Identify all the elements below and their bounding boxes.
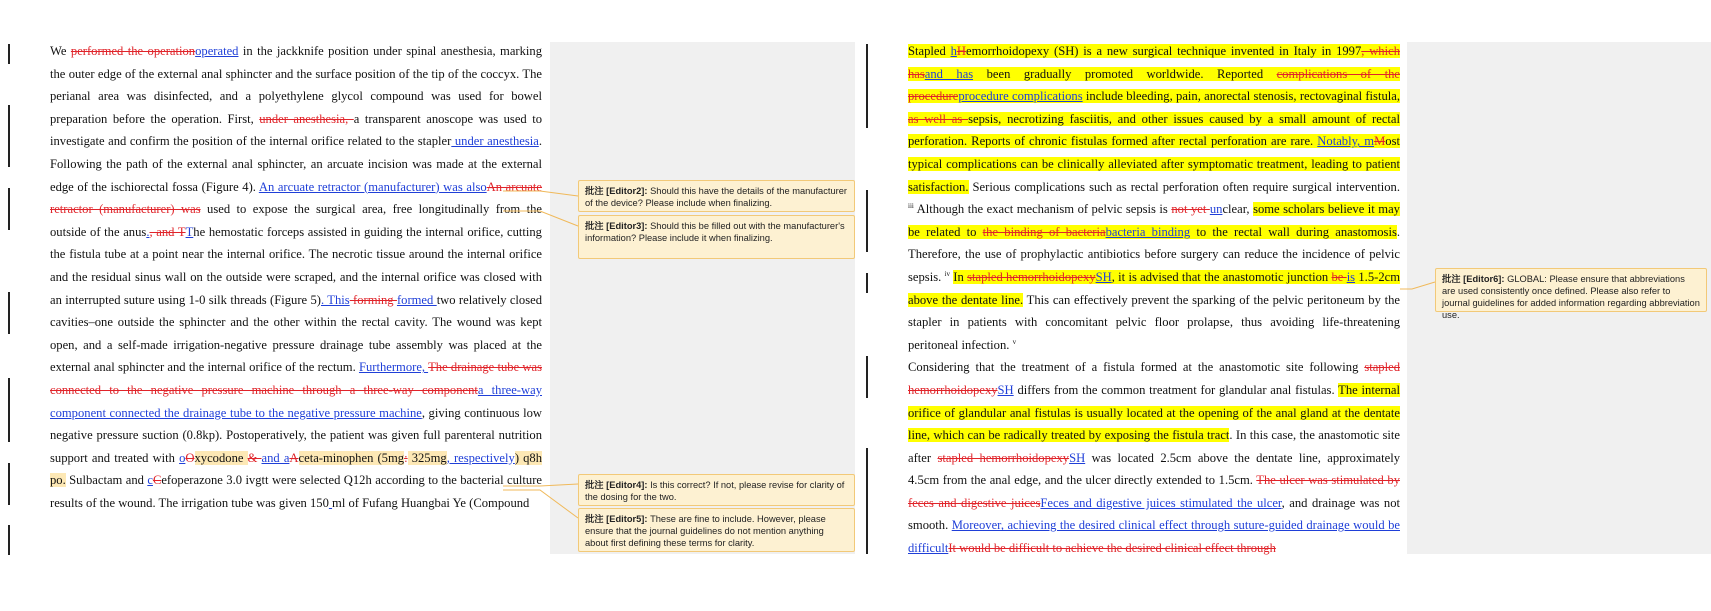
citation-superscript: v <box>1012 337 1017 346</box>
body-paragraphs[interactable] <box>908 40 1400 560</box>
comment-editor3[interactable] <box>578 215 855 259</box>
insertion[interactable]: Moreover, achieving the desired clinical effect through suture-guided drainage would be difficult <box>908 518 1400 556</box>
insertion[interactable]: a three-way component connected the drainage tube to the negative pressure machine <box>50 382 542 420</box>
deletion[interactable]: O <box>185 450 195 465</box>
comment-anchor[interactable]: ) q8h po. <box>50 450 543 488</box>
highlight: 1.5-2cm above the dentate line. <box>908 269 1401 307</box>
change-bar <box>866 44 868 128</box>
text-run: , and drainage was not smooth. <box>908 495 1401 533</box>
text-run: differs from the common treatment for glandular anal fistulas. <box>1013 382 1339 397</box>
insertion[interactable]: . This <box>320 292 350 307</box>
insertion[interactable]: Notably, m <box>1317 134 1375 149</box>
highlight: The internal orifice of glandular anal fistulas is usually located at the opening of the anal gland at the dentate line, which can be radically treated by exposing the fistula tract <box>908 382 1400 443</box>
change-bar <box>8 378 10 442</box>
comment-author: 批注 [Editor4]: <box>585 480 648 490</box>
comment-author: 批注 [Editor2]: <box>585 186 648 196</box>
change-bar <box>866 273 868 293</box>
body-paragraph[interactable] <box>50 40 542 514</box>
highlight: to the rectal wall during anastomosis <box>1190 224 1397 239</box>
comment-editor6[interactable] <box>1435 268 1707 320</box>
text-run: We <box>50 44 71 58</box>
insertion[interactable]: Furthermore, <box>358 360 429 375</box>
deletion[interactable]: under anesthesia, <box>259 111 354 126</box>
comment-editor2[interactable] <box>578 180 855 212</box>
deletion[interactable]: stapled hemorrhoidopexy <box>967 269 1096 284</box>
text-run: efoperazone 3.0 ivgtt were selected Q12h according to the bacterial culture results of the wound. The irrigation tube was given 150 <box>50 473 542 510</box>
deletion[interactable]: performed the operation <box>70 44 196 58</box>
paragraph <box>50 40 542 514</box>
change-bar <box>8 44 10 64</box>
insertion[interactable]: SH <box>997 382 1014 397</box>
deletion[interactable]: The drainage tube was connected to the negative pressure machine through a three-way component <box>50 360 542 397</box>
deletion[interactable]: , and T <box>149 224 186 239</box>
deletion[interactable]: stapled hemorrhoidopexy <box>908 360 1400 397</box>
citation-superscript: iii <box>908 201 914 210</box>
deletion[interactable]: not yet <box>1171 202 1210 217</box>
deletion[interactable]: The ulcer was stimulated by feces and digestive juices <box>908 473 1400 510</box>
text-run: Although the exact mechanism of pelvic sepsis is <box>913 202 1172 217</box>
comment-text: Should this have the details of the manufacturer of the device? Please include when finalizing. <box>585 186 847 208</box>
text-run: in the jackknife position under spinal anesthesia, marking the outer edge of the external anal sphincter and the surface position of the tip of the coccyx. The perianal area was disinfected, and a polyethylene glycol compound was used for bowel preparation before the operation. First, <box>50 44 542 126</box>
text-run: , giving continuous low negative pressure suction (0.8kp). Postoperatively, the patient was given full parenteral nutrition support and treated with <box>50 405 542 465</box>
text-run: Serious complications such as rectal perforation often require surgical intervention. <box>968 179 1400 194</box>
deletion[interactable]: as well as <box>908 111 969 126</box>
change-bar <box>8 525 10 555</box>
citation-superscript: iv <box>944 269 950 278</box>
deletion[interactable]: An arcuate retractor (manufacturer) was <box>50 179 543 217</box>
insertion[interactable]: and has <box>924 66 974 81</box>
insertion[interactable]: under anesthesia <box>451 134 539 149</box>
insertion[interactable]: h <box>950 44 957 58</box>
text-run: a transparent anoscope was used to investigate and confirm the position of the internal orifice related to the stapler <box>50 111 542 149</box>
deletion[interactable]: complications of the procedure <box>908 66 1400 104</box>
text-run: . Therefore, the use of prophylactic antibiotics before surgery can reduce the incidence of pelvic sepsis. <box>908 224 1401 284</box>
insertion[interactable]: formed <box>396 292 437 307</box>
deletion[interactable]: It would be difficult to achieve the desired clinical effect through <box>948 541 1276 556</box>
change-bar <box>866 448 868 554</box>
insertion[interactable]: un <box>1209 202 1223 217</box>
highlight: some scholars believe it may be related to <box>908 202 1400 239</box>
insertion[interactable]: SH <box>1069 450 1086 465</box>
comment-text: GLOBAL: Please ensure that abbreviations are used consistently once defined. Please also refer to journal guidelines for added information regarding abbreviation use. <box>1442 274 1700 320</box>
deletion[interactable]: H <box>956 44 966 58</box>
insertion[interactable]: SH <box>1095 269 1112 284</box>
comment-author: 批注 [Editor6]: <box>1442 274 1505 284</box>
insertion[interactable]: procedure complications <box>958 89 1083 104</box>
insertion[interactable]: bacteria binding <box>1105 224 1191 239</box>
comment-author: 批注 [Editor3]: <box>585 221 648 231</box>
text-run: ml of Fufang Huangbai Ye (Compound <box>332 495 530 510</box>
comment-text: These are fine to include. However, please ensure that the journal guidelines do not mention anything about first defining these terms for clarity. <box>585 514 826 548</box>
text-run: Considering that the treatment of a fistula formed at the anastomotic site following <box>908 360 1365 375</box>
text-run: This can effectively prevent the sparking of the pelvic peritoneum by the stapler in patients with concomitant pelvic floor prolapse, thus avoiding life-threatening peritoneal infection. <box>908 292 1401 352</box>
comment-anchor[interactable]: ceta-minophen (5mg <box>298 450 405 465</box>
deletion[interactable]: : <box>404 450 408 465</box>
highlight: sepsis, necrotizing fasciitis, and other issues caused by a small amount of rectal perforation. Reports of chronic fistulas formed after rectal perforation are rare. <box>908 111 1401 149</box>
comment-text: Should this be filled out with the manufacturer's information? Please include it when finalizing. <box>585 221 845 243</box>
deletion[interactable]: & <box>247 450 262 465</box>
text-run: was located 2.5cm above the dentate line, approximately 4.5cm from the anal edge, and the ulcer directly extended to 1.5cm. <box>908 450 1401 488</box>
deletion[interactable]: the binding of bacteria <box>982 224 1106 239</box>
paragraph <box>908 356 1400 559</box>
insertion[interactable]: operated <box>195 44 239 58</box>
text-run: used to expose the surgical area, free longitudinally from the outside of the anus <box>50 202 542 239</box>
change-bar <box>8 105 10 167</box>
highlight: In <box>953 269 968 284</box>
deletion[interactable]: , which has <box>908 44 1400 81</box>
deletion[interactable]: C <box>152 473 162 488</box>
change-bar <box>8 292 10 334</box>
text-run: Sulbactam and <box>65 473 148 488</box>
highlight: include bleeding, pain, anorectal stenosis, rectovaginal fistula, <box>1082 89 1400 104</box>
comment-anchor[interactable]: 325mg <box>407 450 447 465</box>
text-run: . Following the path of the external anal sphincter, an arcuate incision was made at the external edge of the ischiorectal fossa (Figure 4). <box>50 134 542 194</box>
insertion[interactable]: . <box>146 224 150 239</box>
insertion[interactable]: c <box>147 473 153 488</box>
comment-editor4[interactable] <box>578 474 855 506</box>
insertion[interactable]: T <box>185 224 194 239</box>
change-bar <box>8 188 10 230</box>
insertion[interactable]: and a <box>261 450 290 465</box>
document-page-left <box>50 40 542 514</box>
change-bar <box>866 190 868 252</box>
highlight: ost typical complications can be clinically alleviated after symptomatic treatment, leading to patient satisfaction. <box>908 134 1400 194</box>
deletion[interactable]: stapled hemorrhoidopexy <box>937 450 1070 465</box>
text-run: he hemostatic forceps assisted in guiding the internal orifice, cutting the fistula tube at a point near the internal orifice. The necrotic tissue around the internal orifice and the residual sinus wall on the outside were scraped, and the internal orifice was closed with an interrupted suture using 1-0 silk threads (Figure 5) <box>50 224 542 307</box>
insertion[interactable]: An arcuate retractor (manufacturer) was also <box>258 179 487 194</box>
deletion[interactable]: M <box>1374 134 1386 149</box>
deletion[interactable]: forming <box>349 292 397 307</box>
paragraph <box>908 40 1400 356</box>
insertion[interactable]: , respectively <box>446 450 515 465</box>
insertion[interactable]: Feces and digestive juices stimulated the ulcer <box>1040 495 1282 510</box>
document-page-right <box>908 40 1400 560</box>
highlight: Stapled <box>908 44 951 58</box>
text-run: clear, <box>1222 202 1254 217</box>
comment-anchor[interactable]: xycodone <box>194 450 248 465</box>
deletion[interactable]: be <box>1331 269 1347 284</box>
change-bar <box>8 463 10 505</box>
deletion[interactable]: A <box>289 450 299 465</box>
insertion[interactable]: o <box>179 450 186 465</box>
highlight: been gradually promoted worldwide. Reported <box>973 66 1277 81</box>
text-run: . In this case, the anastomotic site after <box>908 428 1400 465</box>
highlight: emorrhoidopexy (SH) is a new surgical technique invented in Italy in 1997 <box>965 44 1362 58</box>
change-bar <box>866 356 868 398</box>
comment-author: 批注 [Editor5]: <box>585 514 648 524</box>
highlight: , it is advised that the anastomotic junction <box>1111 269 1332 284</box>
comment-text: Is this correct? If not, please revise for clarity of the dosing for the two. <box>585 480 845 502</box>
comment-editor5[interactable] <box>578 508 855 552</box>
text-run: two relatively closed cavities–one outside the sphincter and the other within the rectal cavity. The wound was kept open, and a self-made irrigation-negative pressure drainage tube assembly was placed at the external anal sphincter and the internal orifice of the rectum. <box>50 292 543 375</box>
insertion[interactable]: is <box>1346 269 1356 284</box>
